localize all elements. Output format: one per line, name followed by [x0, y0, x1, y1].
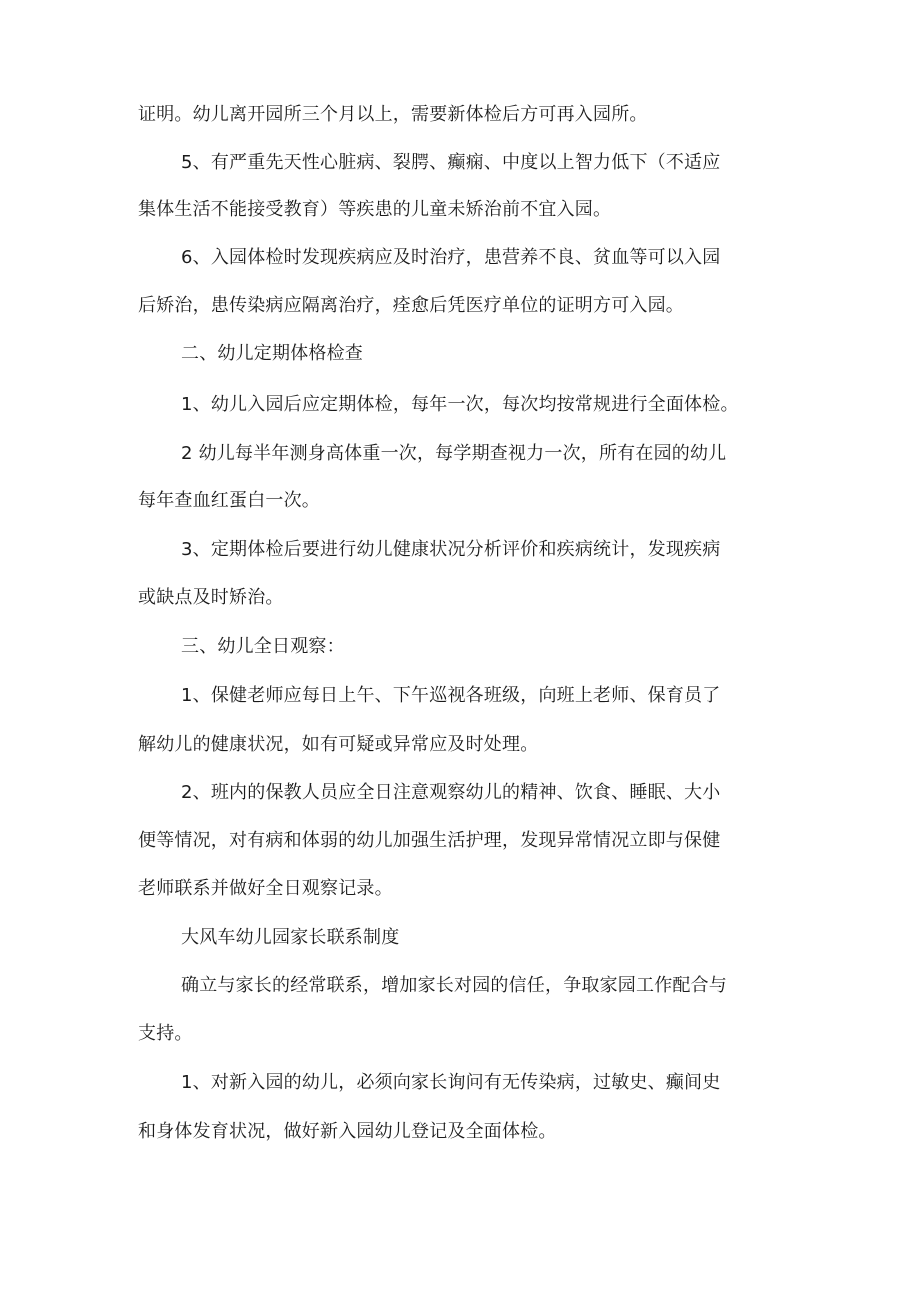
text-line: 证明。幼儿离开园所三个月以上，需要新体检后方可再入园所。 [138, 104, 648, 125]
text-line: 5、有严重先天性心脏病、裂腭、癫痫、中度以上智力低下（不适应 [181, 152, 721, 173]
text-line: 老师联系并做好全日观察记录。 [138, 878, 393, 899]
section-heading: 大风车幼儿园家长联系制度 [181, 927, 400, 948]
text-line: 2 幼儿每半年测身高体重一次，每学期查视力一次，所有在园的幼儿 [181, 443, 727, 464]
text-line: 1、对新入园的幼儿，必须向家长询问有无传染病，过敏史、癫间史 [181, 1072, 721, 1093]
text-line: 或缺点及时矫治。 [138, 587, 284, 608]
text-line: 集体生活不能接受教育）等疾患的儿童未矫治前不宜入园。 [138, 199, 612, 220]
text-line: 后矫治，患传染病应隔离治疗，痊愈后凭医疗单位的证明方可入园。 [138, 295, 684, 316]
text-line: 1、幼儿入园后应定期体检，每年一次，每次均按常规进行全面体检。 [181, 394, 739, 415]
text-line: 解幼儿的健康状况，如有可疑或异常应及时处理。 [138, 734, 539, 755]
text-line: 和身体发育状况，做好新入园幼儿登记及全面体检。 [138, 1121, 557, 1142]
section-heading: 二、幼儿定期体格检查 [181, 343, 363, 364]
text-line: 6、入园体检时发现疾病应及时治疗，患营养不良、贫血等可以入园 [181, 247, 721, 268]
text-line: 1、保健老师应每日上午、下午巡视各班级，向班上老师、保育员了 [181, 685, 721, 706]
text-line: 支持。 [138, 1023, 193, 1044]
text-line: 3、定期体检后要进行幼儿健康状况分析评价和疾病统计，发现疾病 [181, 539, 721, 560]
text-line: 2、班内的保教人员应全日注意观察幼儿的精神、饮食、睡眠、大小 [181, 782, 721, 803]
section-heading: 三、幼儿全日观察： [181, 636, 345, 657]
text-line: 每年查血红蛋白一次。 [138, 490, 320, 511]
text-line: 便等情况，对有病和体弱的幼儿加强生活护理，发现异常情况立即与保健 [138, 830, 721, 851]
text-line: 确立与家长的经常联系，增加家长对园的信任，争取家园工作配合与 [181, 975, 727, 996]
